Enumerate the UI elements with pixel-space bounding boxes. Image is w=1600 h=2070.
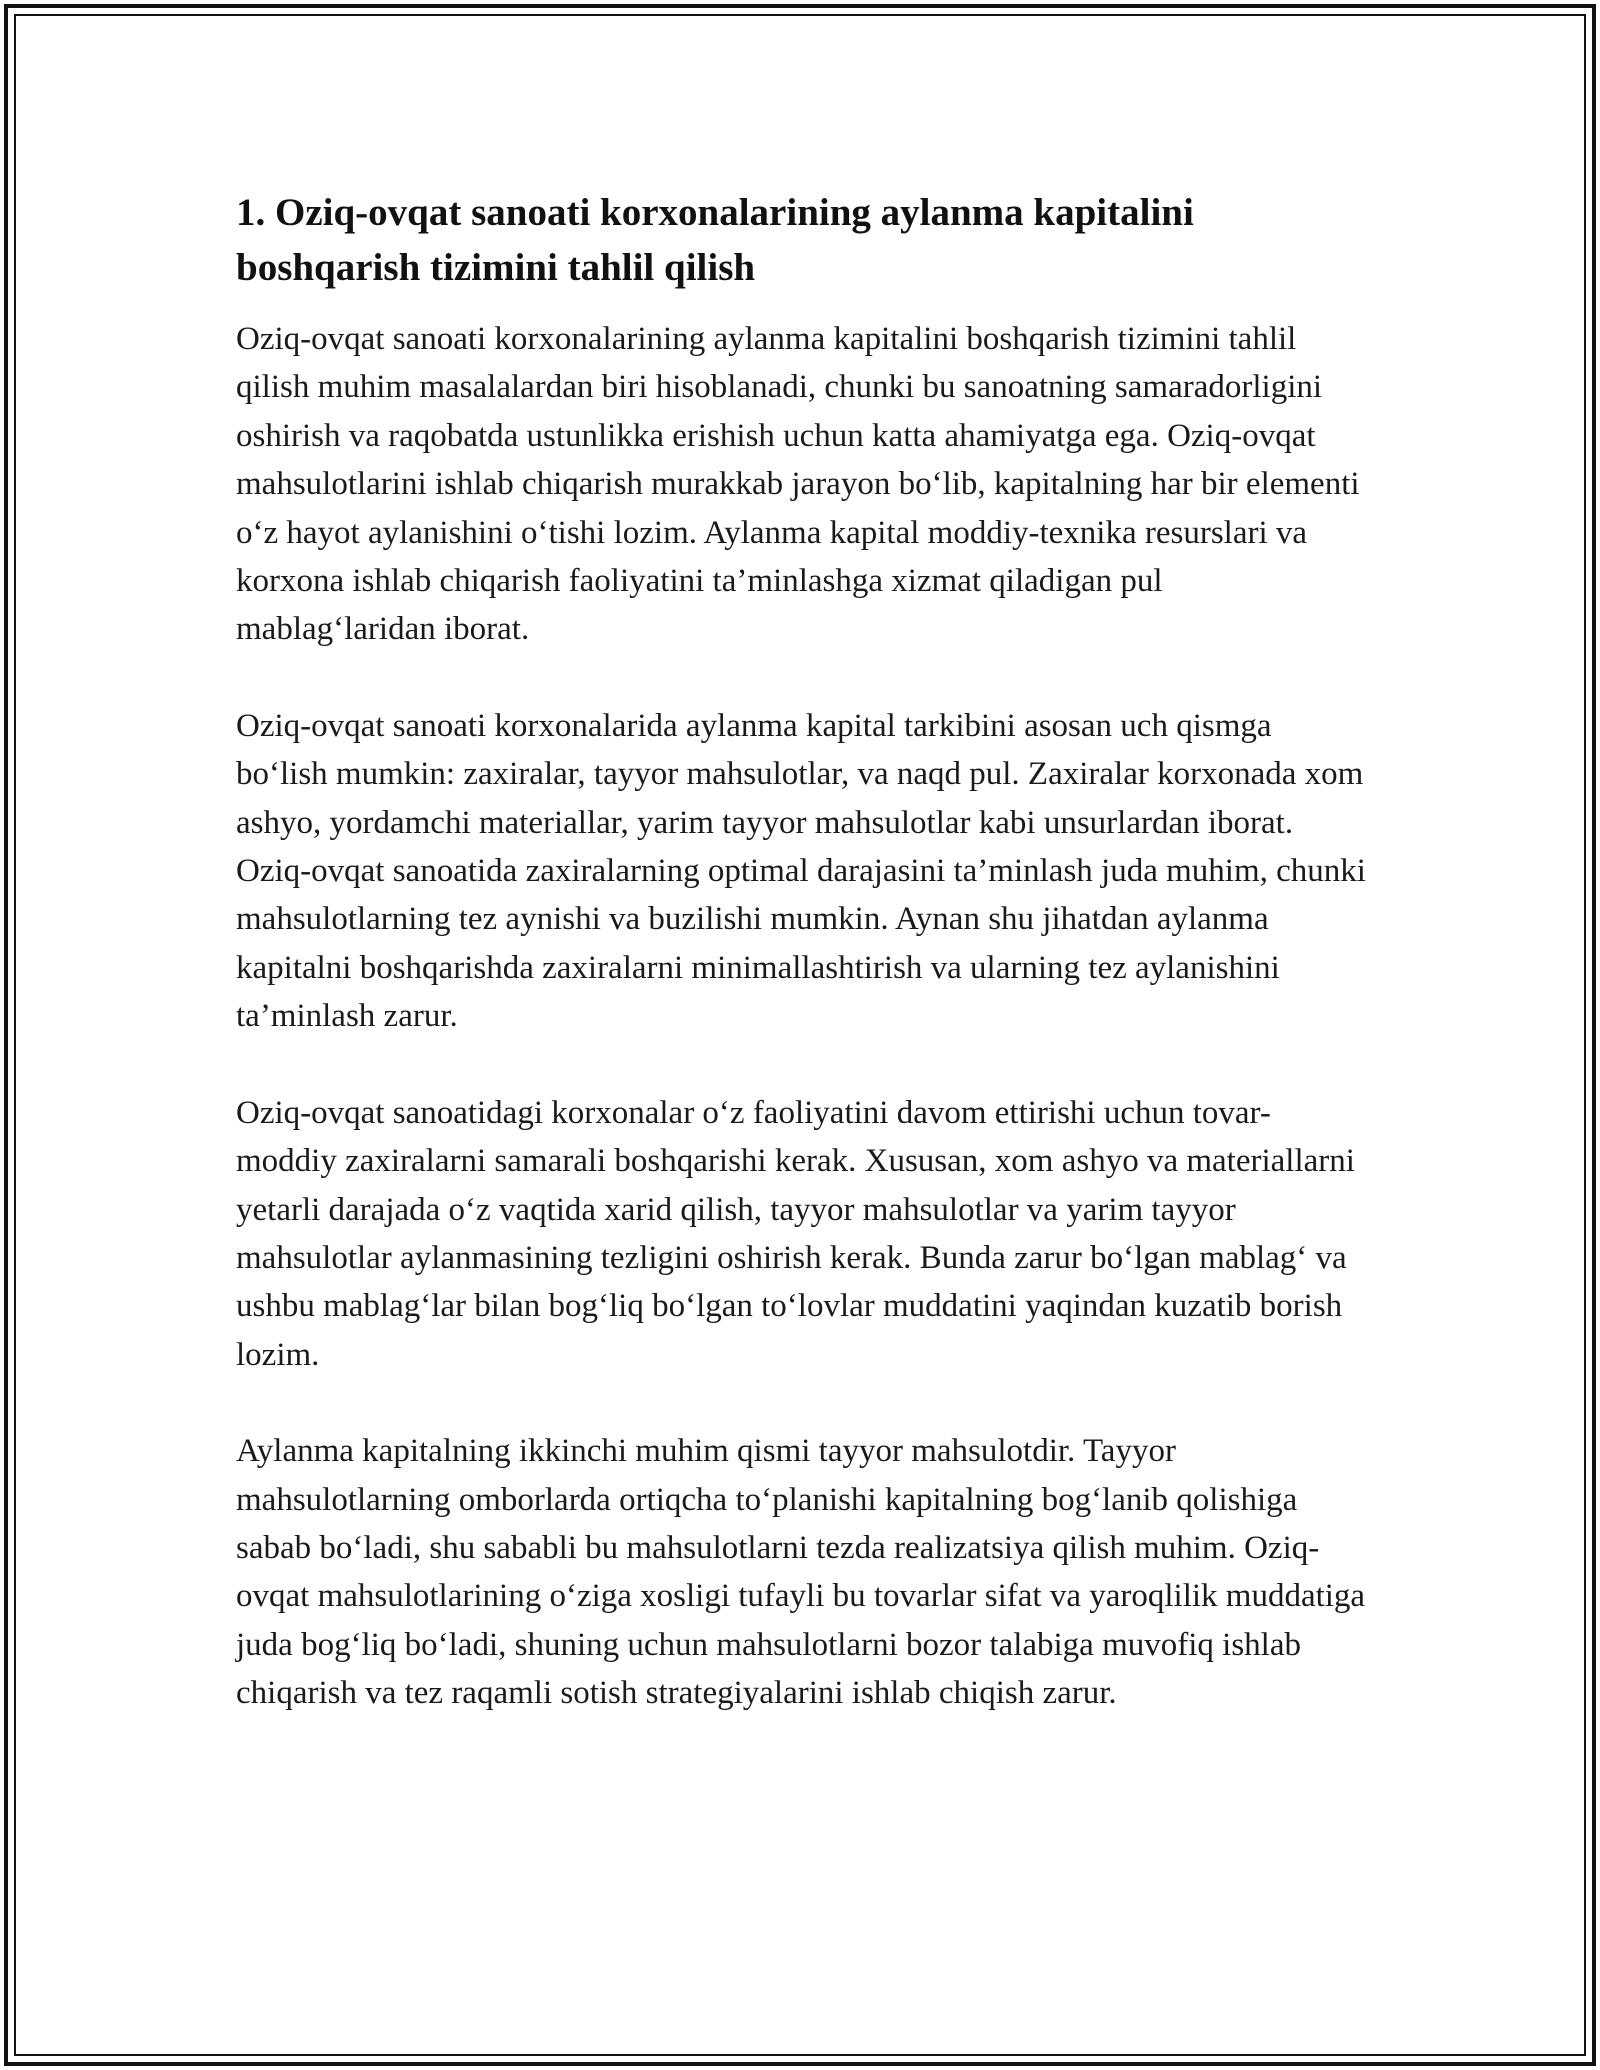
paragraph-3: Oziq-ovqat sanoatidagi korxonalar o‘z faoliyatini davom ettirishi uchun tovar-moddiy zaxiralarni samarali boshqarishi kerak. Xususan, xom ashyo va materiallarni yetarli darajada o‘z vaqtida xarid qilish, tayyor mahsulotlar va yarim tayyor mahsulotlar aylanmasining tezligini oshirish kerak. Bunda zarur bo‘lgan mablag‘ va ushbu mablag‘lar bilan bog‘liq bo‘lgan to‘lovlar muddatini yaqindan kuzatib borish lozim. [236,1094,1355,1373]
document-body [236,185,1366,1718]
paragraph-2: Oziq-ovqat sanoati korxonalarida aylanma kapital tarkibini asosan uch qismga bo‘lish mumkin: zaxiralar, tayyor mahsulotlar, va naqd pul. Zaxiralar korxonada xom ashyo, yordamchi materiallar, yarim tayyor mahsulotlar kabi unsurlardan iborat. Oziq-ovqat sanoatida zaxiralarning optimal darajasini ta’minlash juda muhim, chunki mahsulotlarning tez aynishi va buzilishi mumkin. Aynan shu jihatdan aylanma kapitalni boshqarishda zaxiralarni minimallashtirish va ularning tez aylanishini ta’minlash zarur. [236,707,1366,1035]
paragraph-1: Oziq-ovqat sanoati korxonalarining aylanma kapitalini boshqarish tizimini tahlil qilish muhim masalalardan biri hisoblanadi, chunki bu sanoatning samaradorligini oshirish va raqobatda ustunlikka erishish uchun katta ahamiyatga ega. Oziq-ovqat mahsulotlarini ishlab chiqarish murakkab jarayon bo‘lib, kapitalning har bir elementi o‘z hayot aylanishini o‘tishi lozim. Aylanma kapital moddiy-texnika resurslari va korxona ishlab chiqarish faoliyatini ta’minlashga xizmat qiladigan pul mablag‘laridan iborat. [236,321,1360,648]
paragraph-4: Aylanma kapitalning ikkinchi muhim qismi tayyor mahsulotdir. Tayyor mahsulotlarning omborlarda ortiqcha to‘planishi kapitalning bog‘lanib qolishiga sabab bo‘ladi, shu sababli bu mahsulotlarni tezda realizatsiya qilish muhim. Oziq-ovqat mahsulotlarining o‘ziga xosligi tufayli bu tovarlar sifat va yaroqlilik muddatiga juda bog‘liq bo‘ladi, shuning uchun mahsulotlarni bozor talabiga muvofiq ishlab chiqarish va tez raqamli sotish strategiyalarini ishlab chiqish zarur. [236,1433,1366,1712]
section-heading: 1. Oziq-ovqat sanoati korxonalarining aylanma kapitalini boshqarish tizimini tahlil qilish [236,191,1194,289]
